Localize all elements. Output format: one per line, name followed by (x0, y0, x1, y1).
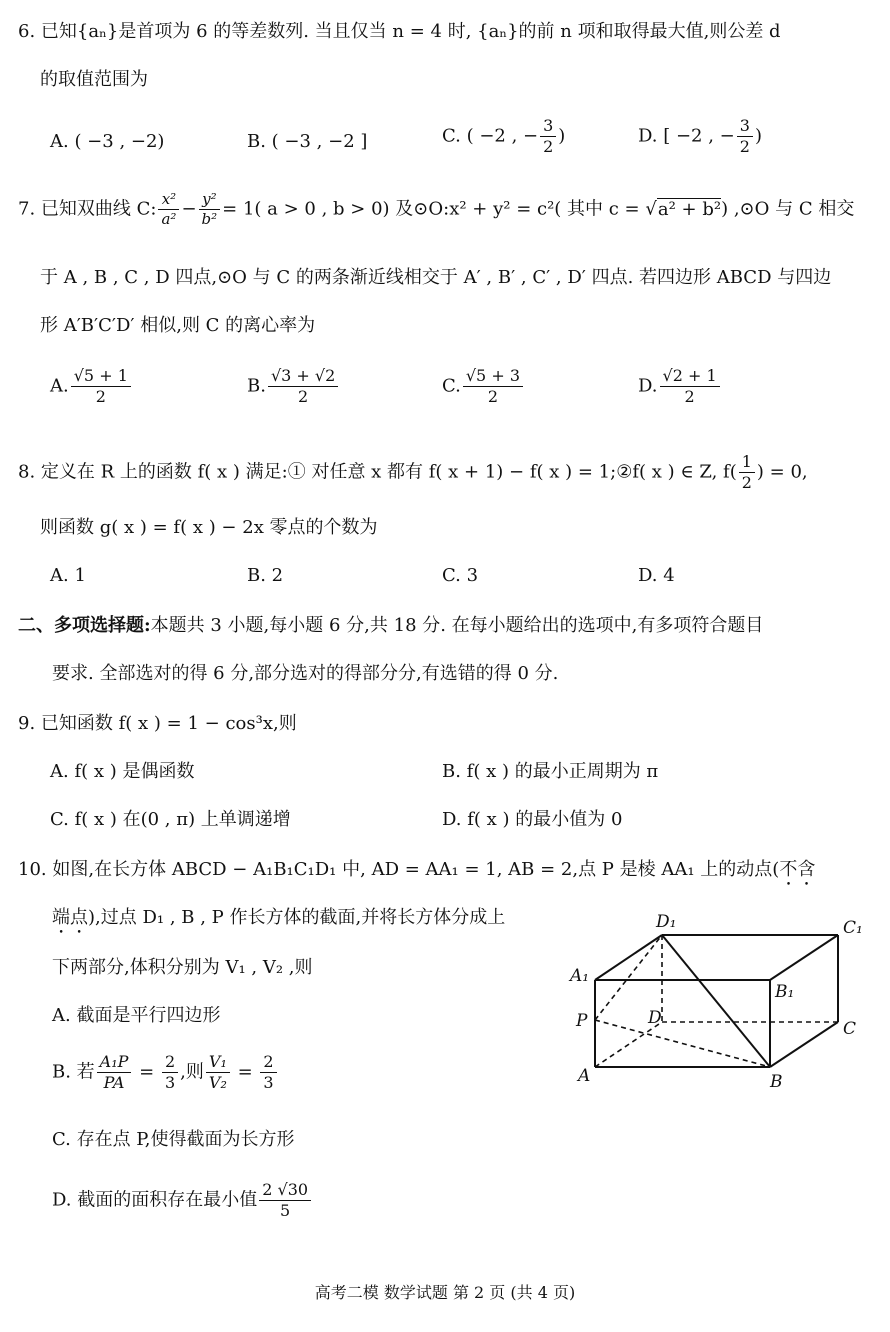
q6-stem-line1: 已知{aₙ}是首项为 6 的等差数列. 当且仅当 n = 4 时, {aₙ}的前 n 项和取得最大值,则公差 d (40, 21, 781, 42)
q10-option-b-eq2: = (237, 1061, 253, 1083)
q6-option-d (638, 118, 762, 155)
q7-option-c (442, 368, 525, 405)
label-c: C (843, 1019, 857, 1039)
q7-option-a-label: A. (50, 375, 69, 397)
q7-option-c-den: 2 (487, 387, 499, 406)
q9-number: 9. (18, 713, 36, 734)
q6-line1 (18, 20, 781, 44)
q9-line1 (18, 712, 297, 736)
section-edge-p-b (595, 1020, 770, 1067)
q6-line2: 的取值范围为 (40, 69, 148, 90)
edge-d1-b (662, 935, 770, 1067)
q10-line2 (52, 906, 505, 938)
q10-option-b-mid: ,则 (180, 1061, 204, 1083)
q7-line2: 于 A , B , C , D 四点,⊙O 与 C 的两条渐近线相交于 A′ , B′ , C′ , D′ 四点. 若四边形 ABCD 与四边 (40, 267, 832, 288)
q8-stem-pre: 定义在 R 上的函数 f( x ) 满足:① 对任意 x 都有 f( x + 1) − f( x ) = 1;②f( x ) ∈ Z, f( (40, 461, 737, 483)
q7-frac-x-num: x² (158, 192, 179, 210)
q10-option-b-f3-den: V₂ (208, 1073, 227, 1092)
label-d1: D₁ (656, 912, 677, 932)
q8-stem-post: ) = 0, (756, 461, 808, 483)
edge-a1-d1 (595, 935, 662, 980)
section2-heading: 二、多项选择题: (18, 615, 151, 636)
q8-number: 8. (18, 461, 36, 483)
q7-stem-pre: 已知双曲线 C: (40, 198, 157, 220)
q9-stem: 已知函数 f( x ) = 1 − cos³x,则 (40, 713, 297, 734)
q10-option-b-f2-den: 3 (164, 1073, 176, 1092)
q10-option-b-f4-num: 2 (260, 1054, 276, 1073)
q7-option-b-den: 2 (298, 387, 309, 406)
q8-option-d: D. 4 (638, 565, 675, 586)
q10-emphasis-1: 不含 (779, 859, 816, 880)
q7-line1: 7. 已知双曲线 C: $\frac{\text{x²}}{\text{a²}}$ − $\frac{\text{y²}}{\text{b²}}$ = 1( a > 0 , b > 0) 及⊙O:x² + y² = c²( 其中 c = √a² + b²) ,⊙O 与 C 相交 (18, 190, 855, 228)
q10-stem-line1: 如图,在长方体 ABCD − A₁B₁C₁D₁ 中, AD = AA₁ = 1, AB = 2,点 P 是棱 AA₁ 上的动点( (52, 859, 780, 880)
q9-option-b: B. f( x ) 的最小正周期为 π (442, 761, 659, 782)
q7-option-d-label: D. (638, 375, 658, 397)
q10-option-d-num: 2 √30 (259, 1182, 311, 1201)
q9-option-a: A. f( x ) 是偶函数 (50, 761, 195, 782)
q6-option-d-post: ) (754, 125, 762, 147)
q7-frac-y-den: b² (201, 210, 218, 228)
q7-option-b-label: B. (247, 375, 266, 397)
q7-option-d-num: √2 + 1 (660, 368, 720, 387)
q8-option-a: A. 1 (50, 565, 86, 586)
label-d: D (648, 1008, 662, 1028)
edge-b-c (770, 1022, 838, 1067)
q6-option-c (442, 118, 565, 155)
q10-option-b-eq1: = (139, 1061, 155, 1083)
q6-option-b: B. ( −3 , −2 ] (247, 131, 368, 152)
q10-option-d-pre: D. 截面的面积存在最小值 (52, 1189, 258, 1211)
q9-option-c: C. f( x ) 在(0 , π) 上单调递增 (50, 809, 291, 830)
q7-stem-mid: = 1( a > 0 , b > 0) 及⊙O:x² + y² = c²( 其中 c = (222, 198, 640, 220)
cuboid-svg (560, 905, 880, 1095)
hidden-edge-a-d (595, 1022, 662, 1067)
q10-number: 10. (18, 859, 47, 880)
q7-number: 7. (18, 198, 36, 220)
q10-emphasis-2: 端点 (52, 907, 88, 928)
q6-option-c-post: ) (558, 125, 566, 147)
q7-minus: − (181, 198, 197, 220)
q10-line1 (18, 858, 815, 890)
q8-line2: 则函数 g( x ) = f( x ) − 2x 零点的个数为 (40, 517, 378, 538)
q8-frac-num: 1 (739, 454, 755, 473)
page-footer: 高考二模 数学试题 第 2 页 (共 4 页) (314, 1283, 576, 1302)
q7-option-c-num: √5 + 3 (463, 368, 523, 387)
label-c1: C₁ (843, 918, 863, 938)
q8-option-b: B. 2 (247, 565, 284, 586)
q10-option-c: C. 存在点 P,使得截面为长方形 (52, 1129, 295, 1150)
q7-option-b-num: √3 + √2 (268, 368, 338, 387)
q6-option-c-num: 3 (540, 118, 556, 137)
q7-line3: 形 A′B′C′D′ 相似,则 C 的离心率为 (40, 315, 316, 336)
q8-option-c: C. 3 (442, 565, 479, 586)
q7-option-a (50, 368, 133, 405)
q10-option-b-f3-num: V₁ (206, 1054, 230, 1073)
q10-line3: 下两部分,体积分别为 V₁ , V₂ ,则 (52, 957, 313, 978)
q8-line1 (18, 454, 808, 491)
section2-desc-line2: 要求. 全部选对的得 6 分,部分选对的得部分分,有选错的得 0 分. (52, 663, 559, 684)
q6-option-c-pre: C. ( −2 , − (442, 125, 539, 147)
q8-frac-den: 2 (741, 473, 752, 492)
q6-option-d-num: 3 (737, 118, 753, 137)
q7-stem-post: ) ,⊙O 与 C 相交 (721, 198, 855, 220)
q10-option-b-pre: B. 若 (52, 1061, 95, 1083)
section2-line1 (18, 614, 763, 638)
q6-option-c-den: 2 (543, 137, 554, 156)
q7-option-d (638, 368, 722, 405)
q7-option-a-num: √5 + 1 (71, 368, 131, 387)
cuboid-figure (560, 905, 880, 1095)
q7-option-c-label: C. (442, 375, 461, 397)
q7-sqrt: a² + b² (657, 198, 722, 220)
q7-frac-y-num: y² (199, 192, 221, 210)
q6-option-d-den: 2 (739, 137, 750, 156)
q10-option-b-f1-den: PA (103, 1073, 125, 1092)
q10-stem-line2: ),过点 D₁ , B , P 作长方体的截面,并将长方体分成上 (88, 907, 506, 928)
q10-option-b-f2-num: 2 (162, 1054, 178, 1073)
section2-desc-line1: 本题共 3 小题,每小题 6 分,共 18 分. 在每小题给出的选项中,有多项符合题目 (150, 615, 764, 636)
label-a: A (578, 1066, 591, 1086)
label-a1: A₁ (570, 966, 590, 986)
q7-frac-x-den: a² (161, 210, 177, 228)
q7-option-b (247, 368, 340, 405)
label-p: P (576, 1011, 588, 1031)
q10-option-b-f1-num: A₁P (97, 1054, 132, 1073)
label-b: B (770, 1072, 783, 1092)
q6-number: 6. (18, 21, 36, 42)
edge-b1-c1 (770, 935, 838, 980)
q10-option-d (52, 1182, 313, 1219)
q7-option-a-den: 2 (95, 387, 106, 406)
label-b1: B₁ (775, 982, 795, 1002)
q6-option-a: A. ( −3 , −2) (50, 131, 165, 152)
q9-option-d: D. f( x ) 的最小值为 0 (442, 809, 623, 830)
q10-option-b-f4-den: 3 (263, 1073, 274, 1092)
q10-option-d-den: 5 (280, 1201, 291, 1220)
q6-option-d-pre: D. [ −2 , − (638, 125, 735, 147)
q7-option-d-den: 2 (684, 387, 695, 406)
q10-option-b (52, 1054, 279, 1091)
q10-option-a: A. 截面是平行四边形 (52, 1005, 221, 1026)
